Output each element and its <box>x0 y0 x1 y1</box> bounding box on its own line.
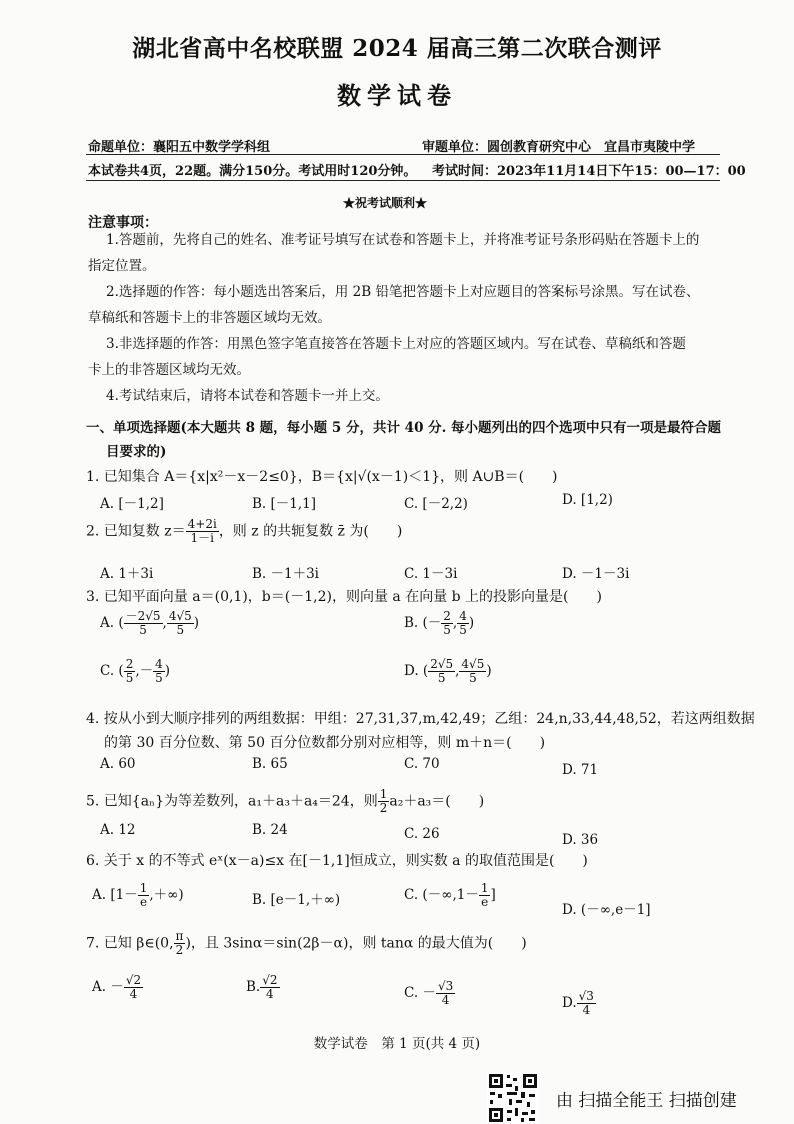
q7-option-a: A. － $\frac{√2}{4}$ <box>92 973 142 1001</box>
good-luck: ★祝考试顺利★ <box>343 196 428 210</box>
notice-line: 1.答题前，先将自己的姓名、准考证号填写在试卷和答题卡上，并将准考证号条形码贴在答题卡上的 <box>106 232 700 248</box>
question-2-stem <box>86 518 402 545</box>
q6-option-b: B. [e－1,＋∞) <box>252 892 341 908</box>
q1-option-c: C. [－2,2) <box>404 496 468 512</box>
q2-option-a: A. 1＋3i <box>100 566 154 582</box>
reviewer-unit: 审题单位：圆创教育研究中心 宜昌市夷陵中学 <box>422 140 696 155</box>
question-6-stem: 6. 关于 x 的不等式 eˣ(x－a)≤x 在[－1,1]恒成立，则实数 a 的取值范围是( ) <box>86 853 588 869</box>
q6-option-d: D. (－∞,e－1] <box>562 902 651 918</box>
section-heading-cont: 目要求的) <box>106 444 167 460</box>
q6-option-c: C. (－∞,1－ $\frac{1}{e}$ ] <box>404 881 496 909</box>
q3-option-c: C. ( $\frac{2}{5}$ ,－ $\frac{4}{5}$ ) <box>100 657 171 685</box>
q5-option-b: B. 24 <box>252 822 288 838</box>
q2-fraction <box>186 518 219 545</box>
q1-option-d: D. [1,2) <box>562 492 613 508</box>
notice-line: 4.考试结束后，请将本试卷和答题卡一并上交。 <box>106 388 389 404</box>
notice-line: 卡上的非答题区域均无效。 <box>88 362 250 378</box>
question-5-stem <box>86 788 484 815</box>
q4-option-a: A. 60 <box>100 756 136 772</box>
header-rule <box>86 154 720 155</box>
exam-title: 湖北省高中名校联盟 2024 届高三第二次联合测评 <box>132 35 662 62</box>
q7-option-d: D. $\frac{√3}{4}$ <box>562 989 594 1017</box>
section-heading: 一、单项选择题(本大题共 8 题，每小题 5 分，共计 40 分. 每小题列出的四个选项中只有一项是最符合题 <box>86 420 722 436</box>
question-1-stem: 1. 已知集合 A＝{x|x²－x－2≤0}，B＝{x|√(x－1)＜1}，则 A∪B＝( ) <box>86 469 558 485</box>
q2-option-c: C. 1－3i <box>404 566 458 582</box>
notice-line: 指定位置。 <box>88 258 156 274</box>
q2-option-d: D. －1－3i <box>562 566 630 582</box>
scanner-watermark: 由 扫描全能王 扫描创建 <box>556 1091 737 1111</box>
q2-denominator: 1－i <box>190 531 214 545</box>
q7-option-b: B. $\frac{√2}{4}$ <box>246 973 278 1001</box>
question-3-stem: 3. 已知平面向量 a＝(0,1)，b＝(－1,2)，则向量 a 在向量 b 上的投影向量是( ) <box>86 589 602 605</box>
q2-pre: 2. 已知复数 z＝ <box>86 523 186 540</box>
q4-option-b: B. 65 <box>252 756 288 772</box>
page-footer: 数学试卷 第 1 页(共 4 页) <box>313 1036 481 1052</box>
q5-option-c: C. 26 <box>404 826 440 842</box>
q5-pre: 5. 已知{aₙ}为等差数列，a₁＋a₃＋a₄＝24，则 <box>86 793 378 810</box>
q4-option-c: C. 70 <box>404 756 440 772</box>
qr-code-icon <box>487 1072 539 1124</box>
q2-numerator: 4+2i <box>187 517 217 531</box>
q7-fraction: $\frac{\pi}{2}$ <box>175 929 184 957</box>
notice-line: 草稿纸和答题卡上的非答题区域均无效。 <box>88 310 331 326</box>
q2-post: ，则 z 的共轭复数 z̄ 为( ) <box>218 523 403 540</box>
q7-option-c: C. － $\frac{√3}{4}$ <box>404 979 454 1007</box>
q1-option-a: A. [－1,2] <box>100 496 164 512</box>
setter-unit: 命题单位：襄阳五中数学学科组 <box>88 140 271 155</box>
q6-option-a: A. [1－ $\frac{1}{e}$ ,＋∞) <box>92 881 184 909</box>
exam-subtitle: 数学试卷 <box>337 81 457 110</box>
q3-option-d: D. ( $\frac{2√5}{5}$ , $\frac{4√5}{5}$ ) <box>404 657 492 685</box>
question-7-stem: 7. 已知 β∈(0, $\frac{\pi}{2}$ )，且 3sinα＝sin(2β－α)，则 tanα 的最大值为( ) <box>86 929 527 957</box>
q5-post: a₂＋a₃＝( ) <box>389 793 485 810</box>
q5-option-d: D. 36 <box>562 832 599 848</box>
question-4-line2: 的第 30 百分位数、第 50 百分位数都分别对应相等，则 m＋n＝( ) <box>104 735 546 751</box>
info-rule <box>86 180 720 181</box>
q5-fraction: $\frac{1}{2}$ <box>379 787 388 815</box>
q2-option-b: B. －1＋3i <box>252 566 319 582</box>
notice-line: 2.选择题的作答：每小题选出答案后，用 2B 铅笔把答题卡上对应题目的答案标号涂黑。写在试卷、 <box>106 284 700 300</box>
notice-line: 3.非选择题的作答：用黑色签字笔直接答在答题卡上对应的答题区域内。写在试卷、草稿纸和答题 <box>106 336 686 352</box>
q4-option-d: D. 71 <box>562 762 599 778</box>
q3-option-a: A. ( $\frac{-2√5}{5}$ , $\frac{4√5}{5}$ ) <box>100 609 200 637</box>
exam-info: 本试卷共4页，22题。满分150分。考试用时120分钟。 <box>88 164 417 179</box>
exam-time: 考试时间：2023年11月14日下午15：00—17：00 <box>432 164 746 179</box>
q3-option-b: B. (－ $\frac{2}{5}$ , $\frac{4}{5}$ ) <box>404 609 475 637</box>
notice-heading: 注意事项： <box>88 215 158 231</box>
question-4-line1: 4. 按从小到大顺序排列的两组数据：甲组：27,31,37,m,42,49；乙组：24,n,33,44,48,52，若这两组数据 <box>86 711 755 727</box>
q5-option-a: A. 12 <box>100 822 136 838</box>
q1-option-b: B. [－1,1] <box>252 496 317 512</box>
